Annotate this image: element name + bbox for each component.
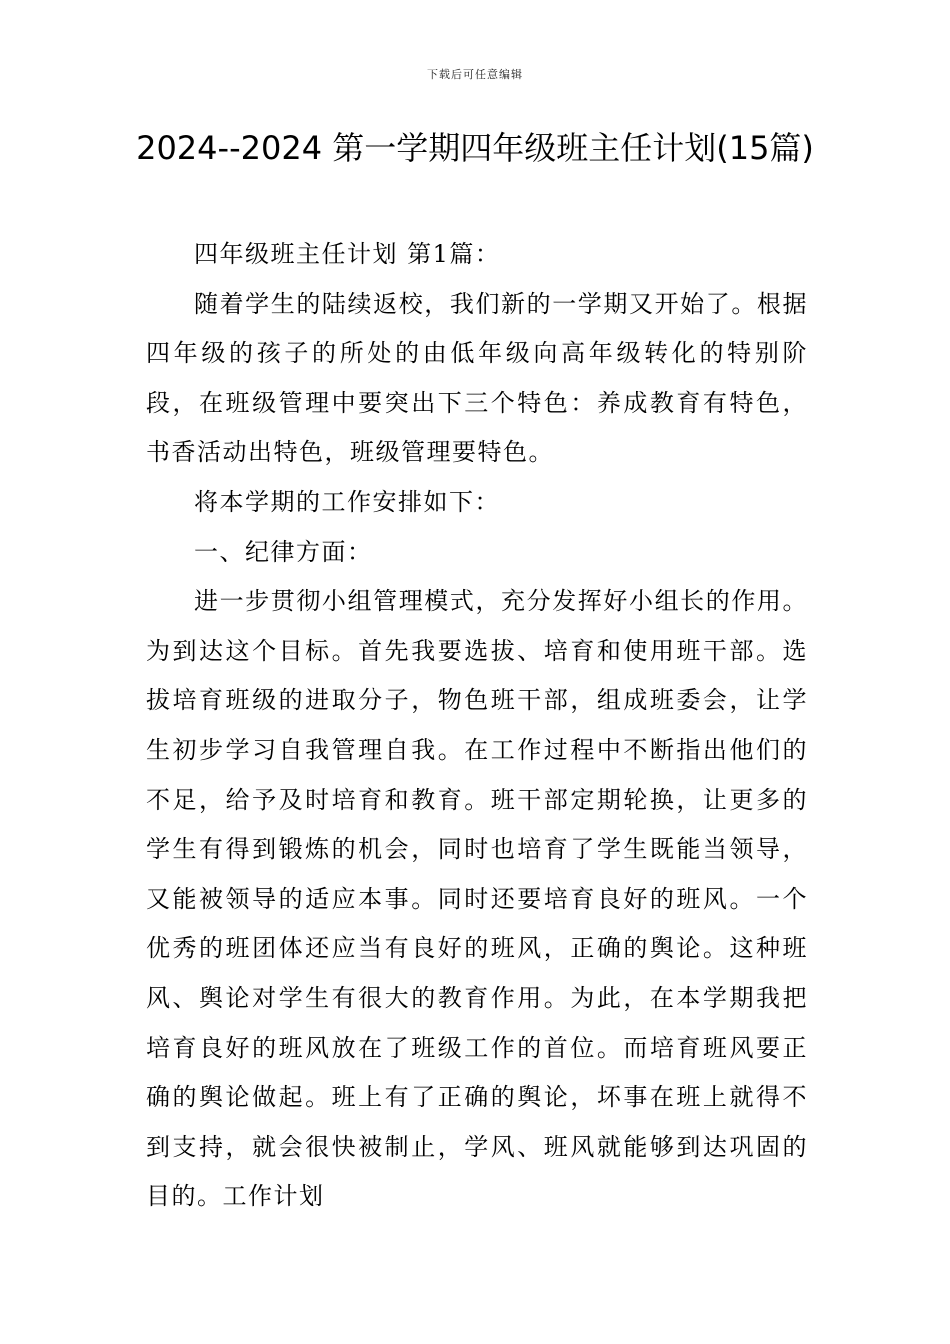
paragraph-arrangement: 将本学期的工作安排如下： bbox=[194, 487, 500, 516]
paragraph-section-heading: 四年级班主任计划 第1篇： bbox=[194, 240, 501, 268]
document-body bbox=[146, 230, 808, 1222]
document-title: 2024--2024 第一学期四年级班主任计划(15篇) bbox=[136, 129, 814, 167]
paragraph-discipline-heading: 一、纪律方面： bbox=[194, 537, 373, 566]
paragraph-intro: 随着学生的陆续返校，我们新的一学期又开始了。根据四年级的孩子的所处的由低年级向高年级转化的特别阶段，在班级管理中要突出下三个特色：养成教育有特色，书香活动出特色，班级管理要特色。 bbox=[146, 289, 808, 467]
header-note: 下载后可任意编辑 bbox=[427, 68, 523, 81]
paragraph-discipline-body: 进一步贯彻小组管理模式，充分发挥好小组长的作用。为到达这个目标。首先我要选拔、培育和使用班干部。选拔培育班级的进取分子，物色班干部，组成班委会，让学生初步学习自我管理自我。在工作过程中不断指出他们的不足，给予及时培育和教育。班干部定期轮换，让更多的学生有得到锻炼的机会，同时也培育了学生既能当领导，又能被领导的适应本事。同时还要培育良好的班风。一个优秀的班团体还应当有良好的班风，正确的舆论。这种班风、舆论对学生有很大的教育作用。为此，在本学期我把培育良好的班风放在了班级工作的首位。而培育班风要正确的舆论做起。班上有了正确的舆论，坏事在班上就得不到支持，就会很快被制止，学风、班风就能够到达巩固的目的。工作计划 bbox=[146, 587, 808, 1211]
